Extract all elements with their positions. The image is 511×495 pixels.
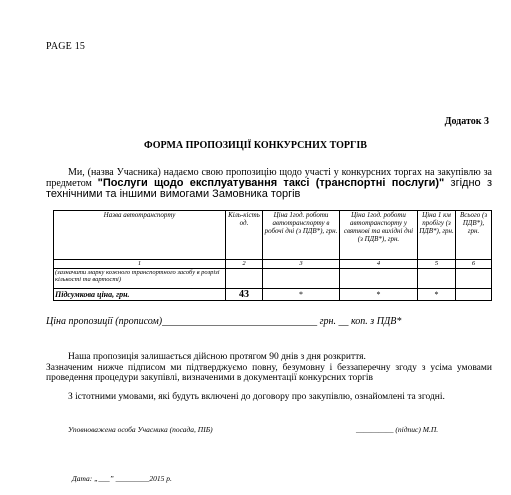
- column-header: Всього (з ПДВ*), грн.: [456, 211, 492, 260]
- form-title: ФОРМА ПРОПОЗИЦІЇ КОНКУРСНИХ ТОРГІВ: [144, 140, 367, 151]
- table-cell: [263, 269, 340, 289]
- total-quantity: 43: [226, 289, 263, 301]
- terms-paragraph: [46, 392, 492, 403]
- consent-text: Зазначеним нижче підписом ми підтверджуємо повну, безумовну і беззаперечну згоду з усіма умовами проведення процедури закупівлі, визначеними в документації конкурсних торгів: [46, 362, 492, 383]
- table-cell: [226, 269, 263, 289]
- column-number: 5: [418, 260, 456, 269]
- total-mark: *: [418, 289, 456, 301]
- page-number: PAGE 15: [46, 41, 86, 52]
- total-mark: *: [340, 289, 418, 301]
- column-header: Ціна 1год. роботи автотранспорту у святкові та вихідні дні (з ПДВ*), грн.: [340, 211, 418, 260]
- column-header: Ціна 1год. роботи автотранспорту в робочі дні (з ПДВ*), грн.: [263, 211, 340, 260]
- table-cell: [456, 289, 492, 301]
- total-label: Підсумкова ціна, грн.: [54, 289, 226, 301]
- proposal-table: [53, 210, 492, 301]
- table-cell: [456, 269, 492, 289]
- price-in-words: Ціна пропозиції (прописом)_______________________________ грн. __ коп. з ПДВ*: [46, 316, 402, 327]
- vehicle-entry-note: (зазначити марку кожного транспортного засобу в розрізі кількості та вартості): [54, 269, 226, 289]
- column-header: Назва автотранспорту: [54, 211, 226, 260]
- table-row: [54, 269, 492, 289]
- column-number-row: [54, 260, 492, 269]
- intro-text: Ми, (назва Учасника) надаємо свою пропозицію щодо участі у конкурсних торгах на закупівлю за предметом: [46, 167, 492, 189]
- table-cell: [340, 269, 418, 289]
- date-line: Дата: „___” _________2015 р.: [72, 474, 172, 483]
- total-row: [54, 289, 492, 301]
- table-cell: [418, 269, 456, 289]
- column-number: 2: [226, 260, 263, 269]
- column-header: Ціна 1 км пробігу (з ПДВ*), грн.: [418, 211, 456, 260]
- column-header: Кіль-кість од.: [226, 211, 263, 260]
- terms-text: З істотними умовами, які будуть включені до договору про закупівлю, ознайомлені та згодні.: [68, 392, 445, 402]
- column-number: 1: [54, 260, 226, 269]
- validity-text: Наша пропозиція залишається дійсною протягом 90 днів з дня розкриття.: [68, 352, 366, 362]
- intro-paragraph: [46, 167, 492, 200]
- intro-text-end: згідно з технічними та іншими вимогами Замовника торгів: [46, 177, 492, 200]
- addendum-label: Додаток 3: [444, 116, 489, 127]
- column-number: 3: [263, 260, 340, 269]
- validity-paragraph: [46, 352, 492, 384]
- procurement-subject: "Послуги щодо експлуатування таксі (транспортні послуги)": [97, 177, 445, 189]
- table-header-row: [54, 211, 492, 260]
- column-number: 6: [456, 260, 492, 269]
- authorized-person-label: Уповноважена особа Учасника (посада, ПІБ): [68, 425, 213, 434]
- column-number: 4: [340, 260, 418, 269]
- signature-field: __________ (підпис) М.П.: [356, 425, 439, 434]
- total-mark: *: [263, 289, 340, 301]
